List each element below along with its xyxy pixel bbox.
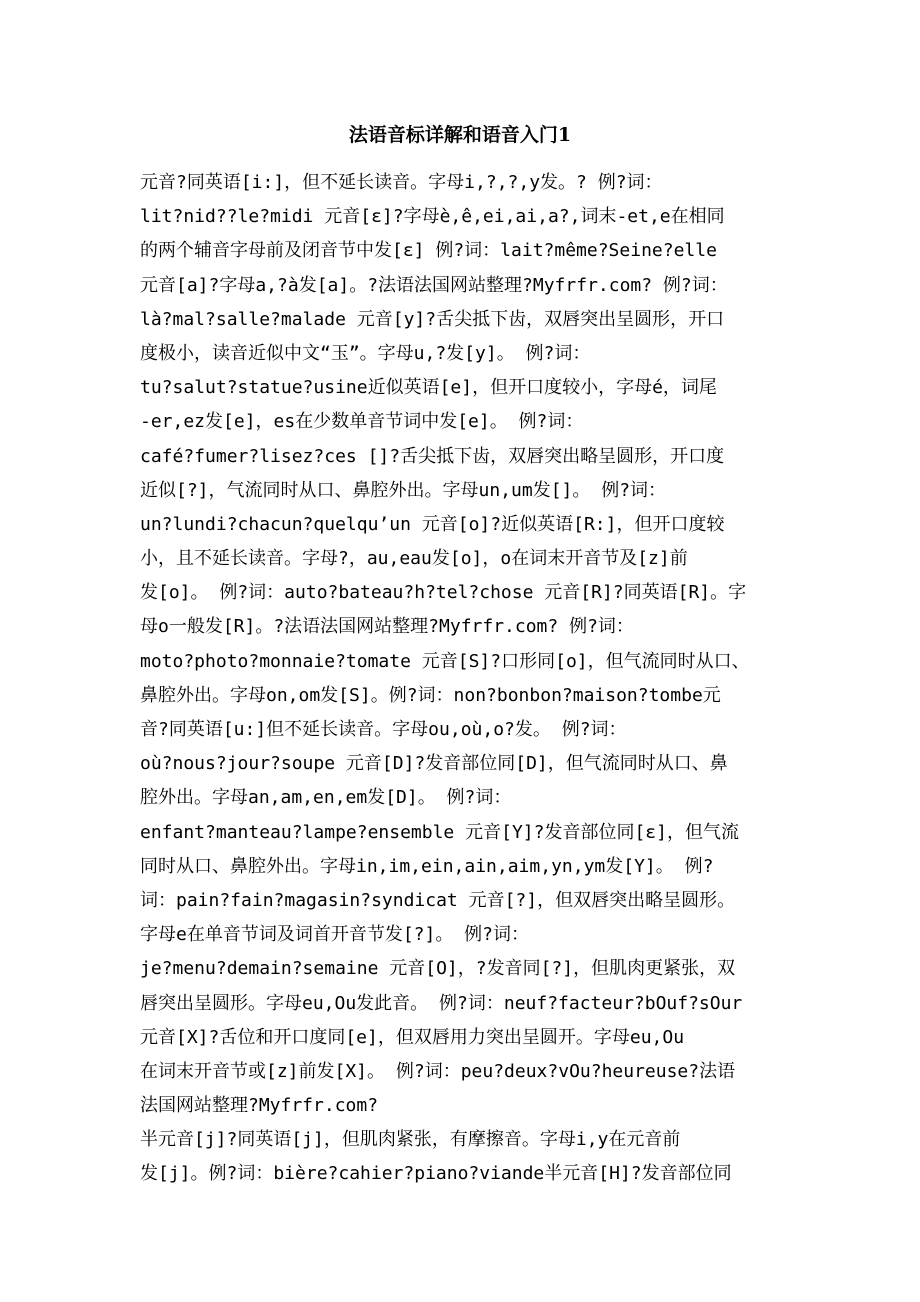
text-line: 母o一般发[R]。?法语法国网站整理?Myfrfr.com? 例?词： bbox=[140, 616, 634, 638]
text-line: enfant?manteau?lampe?ensemble 元音[Y]?发音部位同[ε]，但气流 bbox=[140, 821, 739, 843]
text-line: 唇突出呈圆形。字母eu,Ou发此音。 例?词：neuf?facteur?bOuf?sOur bbox=[140, 992, 743, 1014]
text-line: je?menu?demain?semaine 元音[O]，?发音同[?]，但肌肉更紧张，双 bbox=[140, 958, 736, 980]
text-line: 法国网站整理?Myfrfr.com? bbox=[140, 1095, 379, 1117]
text-line: 音?同英语[u:]但不延长读音。字母ou,où,o?发。 例?词： bbox=[140, 719, 627, 740]
text-line: 元音[X]?舌位和开口度同[e]，但双唇用力突出呈圆开。字母eu,Ou bbox=[140, 1026, 685, 1048]
text-line: 元音?同英语[i:]，但不延长读音。字母i,?,?,y发。? 例?词： bbox=[140, 172, 663, 193]
text-line: -er,ez发[e]，es在少数单音节词中发[e]。 例?词： bbox=[140, 411, 584, 433]
document-title: 法语音标详解和语音入门1 bbox=[348, 124, 572, 146]
text-line: lit?nid??le?midi 元音[ε]?字母è,ê,ei,ai,a?,词末-et,e在相同 bbox=[140, 206, 725, 228]
text-line: café?fumer?lisez?ces []?舌尖抵下齿，双唇突出略呈圆形，开口度 bbox=[140, 445, 725, 467]
text-line: 度极小，读音近似中文“玉”。字母u,?发[y]。 例?词： bbox=[140, 342, 591, 364]
text-line: 词：pain?fain?magasin?syndicat 元音[?]，但双唇突出略呈圆形。 bbox=[140, 889, 736, 911]
text-line: là?mal?salle?malade 元音[y]?舌尖抵下齿，双唇突出呈圆形，开口 bbox=[140, 308, 725, 330]
text-line: 同时从口、鼻腔外出。字母in,im,ein,ain,aim,yn,ym发[Y]。 例? bbox=[140, 855, 714, 877]
text-line: 的两个辅音字母前及闭音节中发[ε] 例?词：lait?même?Seine?elle bbox=[140, 240, 717, 262]
text-line: 发[j]。例?词：bière?cahier?piano?viande半元音[H]?发音部位同 bbox=[140, 1163, 732, 1185]
text-line: un?lundi?chacun?quelqu’un 元音[o]?近似英语[R:]，但开口度较 bbox=[140, 513, 725, 535]
text-line: où?nous?jour?soupe 元音[D]?发音部位同[D]，但气流同时从口、鼻 bbox=[140, 753, 728, 775]
text-line: 近似[?]，气流同时从口、鼻腔外出。字母un,um发[]。 例?词： bbox=[140, 479, 667, 501]
text-line: 小，且不延长读音。字母?，au,eau发[o]，o在词末开音节及[z]前 bbox=[140, 548, 688, 570]
text-line: 半元音[j]?同英语[j]，但肌肉紧张，有摩擦音。字母i,y在元音前 bbox=[140, 1129, 681, 1151]
text-line: 腔外出。字母an,am,en,em发[D]。 例?词： bbox=[140, 787, 512, 809]
text-line: 字母e在单音节词及词首开音节发[?]。 例?词： bbox=[140, 924, 530, 946]
text-line: 在词末开音节或[z]前发[X]。 例?词：peu?deux?vOu?heureuse?法语 bbox=[140, 1060, 736, 1082]
text-line: moto?photo?monnaie?tomate 元音[S]?口形同[o]，但气流同时从口、 bbox=[140, 650, 750, 672]
text-line: 鼻腔外出。字母on,om发[S]。例?词：non?bonbon?maison?tombe元 bbox=[140, 684, 721, 706]
text-line: 发[o]。 例?词：auto?bateau?h?tel?chose 元音[R]?同英语[R]。字 bbox=[140, 582, 747, 604]
text-line: 元音[a]?字母a,?à发[a]。?法语法国网站整理?Myfrfr.com? 例?词： bbox=[140, 274, 728, 296]
text-line: tu?salut?statue?usine近似英语[e]，但开口度较小，字母é，词尾 bbox=[140, 377, 717, 399]
document-body bbox=[140, 166, 790, 1192]
